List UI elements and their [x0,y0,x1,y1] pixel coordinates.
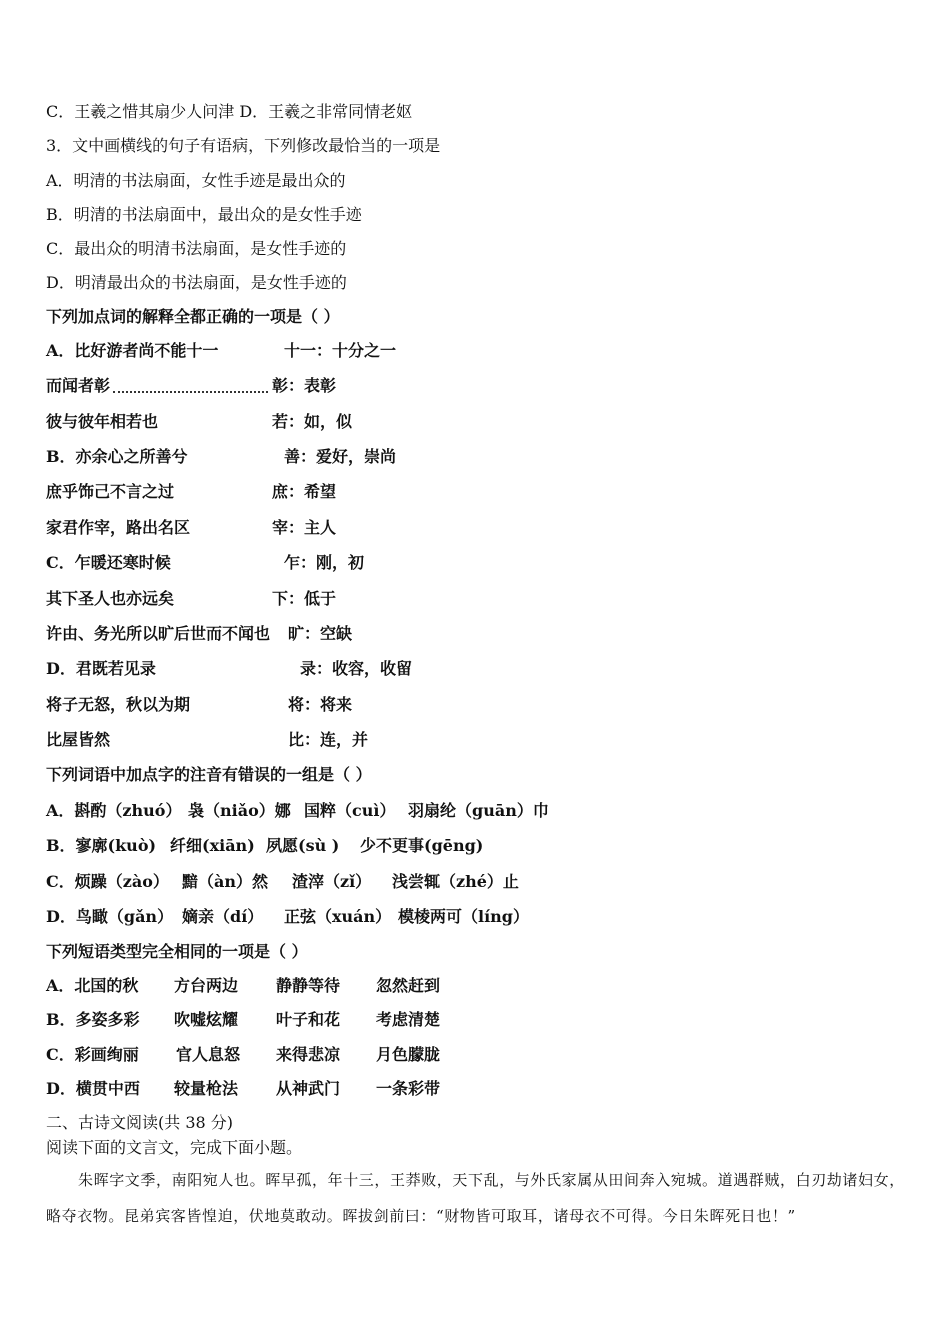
q4-row-left: B．亦余心之所善兮 [46,447,188,466]
q4-row-right: 将：将来 [288,695,353,714]
section-title: 二、古诗文阅读(共 38 分) [46,1113,234,1132]
q2-options-cd: C．王羲之惜其扇少人问津 D．王羲之非常同情老妪 [46,102,413,121]
q5-stem: 下列词语中加点字的注音有错误的一组是（ ） [46,765,372,784]
q6-phrase: 月色朦胧 [376,1045,441,1064]
q6-phrase: 来得悲凉 [276,1045,341,1064]
q4-row-right: 宰：主人 [272,518,337,537]
q4-row-right: 善：爱好，崇尚 [284,447,397,466]
q4-row-right: 录：收容，收留 [300,659,413,678]
q6-phrase: 一条彩带 [376,1079,441,1098]
q3-option-d: D．明清最出众的书法扇面，是女性手迹的 [46,273,347,292]
reading-instruction: 阅读下面的文言文，完成下面小题。 [46,1138,303,1157]
q5-word: 国粹（cuì） [304,801,396,820]
q5-word: 渣滓（zǐ） [292,872,372,891]
q5-word: C．烦躁（zào） [46,872,169,891]
q4-row-right: 彰：表彰 [272,376,337,395]
q4-row-left: A．比好游者尚不能十一 [46,341,219,360]
q3-option-c: C．最出众的明清书法扇面，是女性手迹的 [46,239,347,258]
q6-phrase: 官人息怒 [176,1045,241,1064]
q5-word: 夙愿(sù ) [266,836,340,855]
q5-word: A．斟酌（zhuó） [46,801,182,820]
q4-row-left: 将子无怒，秋以为期 [46,695,191,714]
q6-phrase: B．多姿多彩 [46,1010,140,1029]
q6-phrase: 忽然赶到 [376,976,441,995]
q4-row-left: 许由、务光所以旷后世而不闻也 [46,624,271,643]
q4-row-left: 庶乎饰己不言之过 [46,482,175,501]
q5-word: 纤细(xiān) [170,836,255,855]
passage-text: 朱晖字文季，南阳宛人也。晖早孤，年十三，王莽败，天下乱，与外氏家属从田间奔入宛城。道遇群贼，白刃劫诸妇女，略夺衣物。昆弟宾客皆惶迫，伏地莫敢动。晖拔剑前曰：“财物皆可取耳，诸母衣不可得。今日朱晖死日也！” [46,1171,905,1225]
q6-phrase: 叶子和花 [276,1010,341,1029]
q5-word: 袅（niǎo）娜 [188,801,291,820]
classical-passage [46,1162,906,1234]
q5-word: 模棱两可（líng） [398,907,529,926]
q6-phrase: 吹嘘炫耀 [174,1010,239,1029]
q6-phrase: 从神武门 [276,1079,341,1098]
q4-row-right: 乍：刚，初 [284,553,365,572]
q3-option-a: A．明清的书法扇面，女性手迹是最出众的 [46,171,346,190]
q5-word: 正弦（xuán） [284,907,392,926]
q5-word: 黯（àn）然 [182,872,269,891]
q4-row-right: 十一：十分之一 [284,341,397,360]
q4-row-right: 庶：希望 [272,482,337,501]
q6-phrase: 静静等待 [276,976,341,995]
q6-phrase: 方台两边 [174,976,239,995]
dotted-underline [113,391,268,393]
q4-row-left: 家君作宰，路出名区 [46,518,191,537]
q5-word: 羽扇纶（guān）巾 [408,801,549,820]
q6-stem: 下列短语类型完全相同的一项是（ ） [46,942,308,961]
q5-word: 嫡亲（dí） [182,907,264,926]
q4-row-left: 而闻者彰 [46,376,111,395]
q4-row-right: 若：如，似 [272,412,353,431]
q5-word: 浅尝辄（zhé）止 [392,872,519,891]
q3-stem: 3．文中画横线的句子有语病，下列修改最恰当的一项是 [46,136,441,155]
q4-row-right: 下：低于 [272,589,337,608]
q4-row-left: 比屋皆然 [46,730,111,749]
q4-row-left: 其下圣人也亦远矣 [46,589,175,608]
q6-phrase: D．横贯中西 [46,1079,140,1098]
q4-row-right: 旷：空缺 [288,624,353,643]
q5-word: D．鸟瞰（gǎn） [46,907,174,926]
q4-row-right: 比：连，并 [288,730,369,749]
q6-phrase: A．北国的秋 [46,976,139,995]
q4-stem: 下列加点词的解释全都正确的一项是（ ） [46,307,340,326]
q5-word: B．寥廓(kuò) [46,836,157,855]
q3-option-b: B．明清的书法扇面中，最出众的是女性手迹 [46,205,362,224]
q4-row-left: 彼与彼年相若也 [46,412,159,431]
q4-row-left: C．乍暖还寒时候 [46,553,171,572]
q4-row-left: D．君既若见录 [46,659,156,678]
q6-phrase: C．彩画绚丽 [46,1045,139,1064]
q6-phrase: 考虑清楚 [376,1010,441,1029]
q5-word: 少不更事(gēng) [360,836,484,855]
q6-phrase: 较量枪法 [174,1079,239,1098]
